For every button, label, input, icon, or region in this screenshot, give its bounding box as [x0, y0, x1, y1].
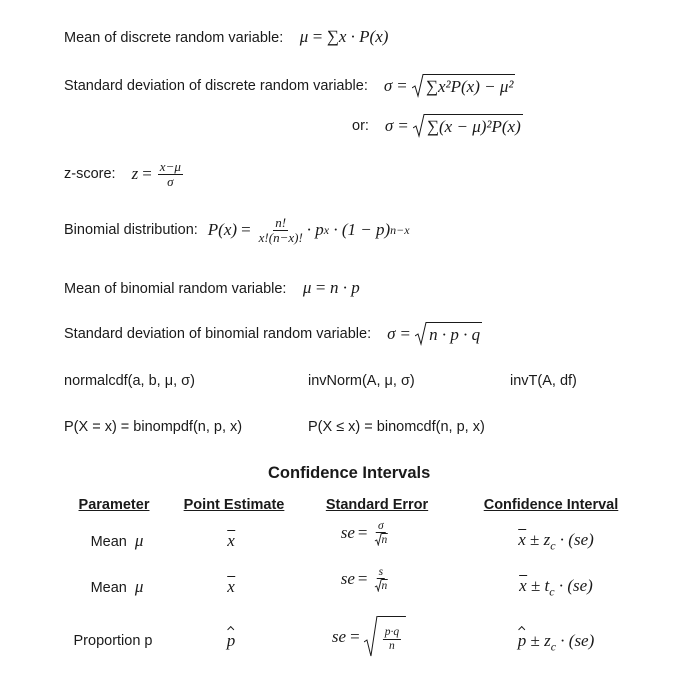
square-root — [413, 114, 523, 138]
denominator — [373, 533, 390, 546]
point-estimate — [227, 576, 235, 597]
numerator: p·q — [384, 626, 400, 639]
plus-minus: ± — [530, 530, 540, 549]
equals-sign: = — [315, 278, 326, 297]
standard-error — [332, 616, 406, 658]
param-label: Proportion p — [73, 633, 153, 649]
xbar: x — [227, 531, 235, 550]
header-point-estimate: Point Estimate — [183, 497, 285, 513]
equals-sign: = — [241, 220, 251, 240]
equals-sign: = — [142, 164, 152, 184]
table-row-param — [91, 577, 144, 597]
confidence-interval — [517, 631, 595, 654]
denominator: x!(n−x)! — [258, 229, 303, 245]
radicand: n — [381, 534, 388, 547]
formula-label: Standard deviation of binomial random variable: — [64, 326, 372, 342]
calc-binompdf: P(X = x) = binompdf(n, p, x) — [64, 419, 243, 435]
numerator: n! — [275, 215, 287, 230]
standard-error — [341, 520, 392, 546]
equals-sign: = — [350, 627, 360, 646]
radicand: n — [381, 580, 388, 593]
xbar: x — [518, 530, 526, 549]
denominator: n — [389, 639, 395, 652]
param-label: Mean — [90, 580, 127, 596]
ci-tail: · (se) — [558, 576, 593, 595]
formula-label: Binomial distribution: — [64, 222, 198, 239]
table-row-param — [74, 633, 153, 649]
px-symbol: P(x) — [207, 220, 238, 240]
radical-sign-icon — [413, 114, 425, 138]
xbar: x — [227, 577, 235, 596]
equals-sign: = — [312, 27, 323, 46]
square-root — [415, 322, 482, 346]
sigma-symbol: σ — [383, 76, 393, 95]
ci-title: Confidence Intervals — [268, 464, 431, 482]
denominator: σ — [167, 173, 174, 189]
se-label: se — [340, 523, 355, 543]
mu-symbol: μ — [299, 27, 309, 46]
radical-sign-icon — [415, 322, 427, 346]
calc-normalcdf: normalcdf(a, b, μ, σ) — [64, 373, 195, 389]
formula-mean-binomial — [64, 278, 360, 298]
plus-minus: ± — [530, 631, 540, 650]
formula-term: · (1 − p) — [329, 220, 391, 240]
formula-mean-discrete — [64, 27, 388, 47]
critical-value: z — [544, 631, 551, 650]
fraction — [383, 626, 401, 651]
formula-sd-binomial — [64, 322, 482, 346]
formula-label: Mean of binomial random variable: — [64, 281, 287, 297]
radicand: ∑(x − μ)²P(x) — [425, 114, 523, 138]
critical-sub: c — [550, 538, 556, 553]
standard-error — [341, 566, 392, 592]
calc-invt: invT(A, df) — [510, 373, 577, 389]
equals-sign: = — [398, 116, 408, 135]
formula-sd-discrete-alt — [352, 114, 523, 138]
fraction — [373, 520, 390, 546]
equals-sign: = — [357, 569, 368, 589]
point-estimate — [227, 530, 235, 551]
formula-label: or: — [352, 118, 369, 134]
numerator: x−μ — [159, 159, 181, 174]
calc-invnorm: invNorm(A, μ, σ) — [308, 373, 415, 389]
sigma-symbol: σ — [384, 116, 394, 135]
formula-binomial: Binomial distribution: P(x) = $\frac{n!}{x!(n-x)!}$ · p x · (1 − p) n−x — [64, 215, 410, 245]
formula-label: z-score: — [64, 166, 116, 183]
formula-label: Standard deviation of discrete random variable: — [64, 78, 368, 94]
formula-sd-discrete — [64, 74, 515, 98]
radicand: ∑x²P(x) − μ² — [424, 74, 516, 98]
formula-label: Mean of discrete random variable: — [64, 30, 284, 46]
xbar: x — [519, 576, 527, 595]
z-symbol: z — [131, 164, 139, 184]
mu-symbol: μ — [134, 531, 144, 550]
equals-sign: = — [400, 324, 411, 343]
fraction — [257, 216, 305, 244]
radical-sign-icon — [364, 616, 378, 658]
se-label: se — [340, 569, 355, 589]
numerator: s — [378, 566, 384, 578]
numerator: σ — [378, 520, 384, 532]
ci-tail: · (se) — [560, 631, 595, 650]
radical-sign-icon — [375, 579, 382, 592]
critical-sub: c — [550, 639, 557, 654]
formula-rhs: n · p — [329, 278, 360, 297]
header-parameter: Parameter — [78, 497, 150, 513]
critical-value: z — [543, 530, 551, 549]
radical-sign-icon — [375, 533, 382, 546]
mu-symbol: μ — [134, 577, 144, 596]
table-row-param — [91, 531, 144, 551]
confidence-interval — [518, 529, 594, 553]
sigma-symbol: σ — [387, 324, 396, 343]
critical-sub: c — [549, 584, 555, 599]
formula-term: · p — [306, 220, 324, 240]
fraction — [158, 160, 183, 188]
equals-sign: = — [357, 523, 368, 543]
mu-symbol: μ — [302, 278, 312, 297]
square-root — [412, 74, 516, 98]
p-hat: p — [517, 631, 527, 650]
radical-sign-icon — [412, 74, 424, 98]
square-root — [364, 616, 406, 658]
formula-rhs: ∑x · P(x) — [326, 27, 389, 46]
denominator — [373, 579, 390, 592]
confidence-interval — [519, 575, 593, 599]
p-hat: p — [226, 631, 236, 650]
radicand: n · p · q — [427, 322, 482, 346]
plus-minus: ± — [530, 576, 541, 595]
fraction — [373, 566, 390, 592]
header-standard-error: Standard Error — [325, 497, 429, 513]
se-label: se — [331, 627, 347, 646]
param-label: Mean — [90, 534, 127, 550]
equals-sign: = — [397, 76, 407, 95]
formula-zscore — [64, 160, 185, 188]
point-estimate — [227, 631, 236, 651]
ci-tail: · (se) — [559, 530, 594, 549]
calc-binomcdf: P(X ≤ x) = binomcdf(n, p, x) — [308, 419, 485, 435]
critical-value: t — [544, 576, 550, 595]
header-confidence-interval: Confidence Interval — [483, 497, 619, 513]
